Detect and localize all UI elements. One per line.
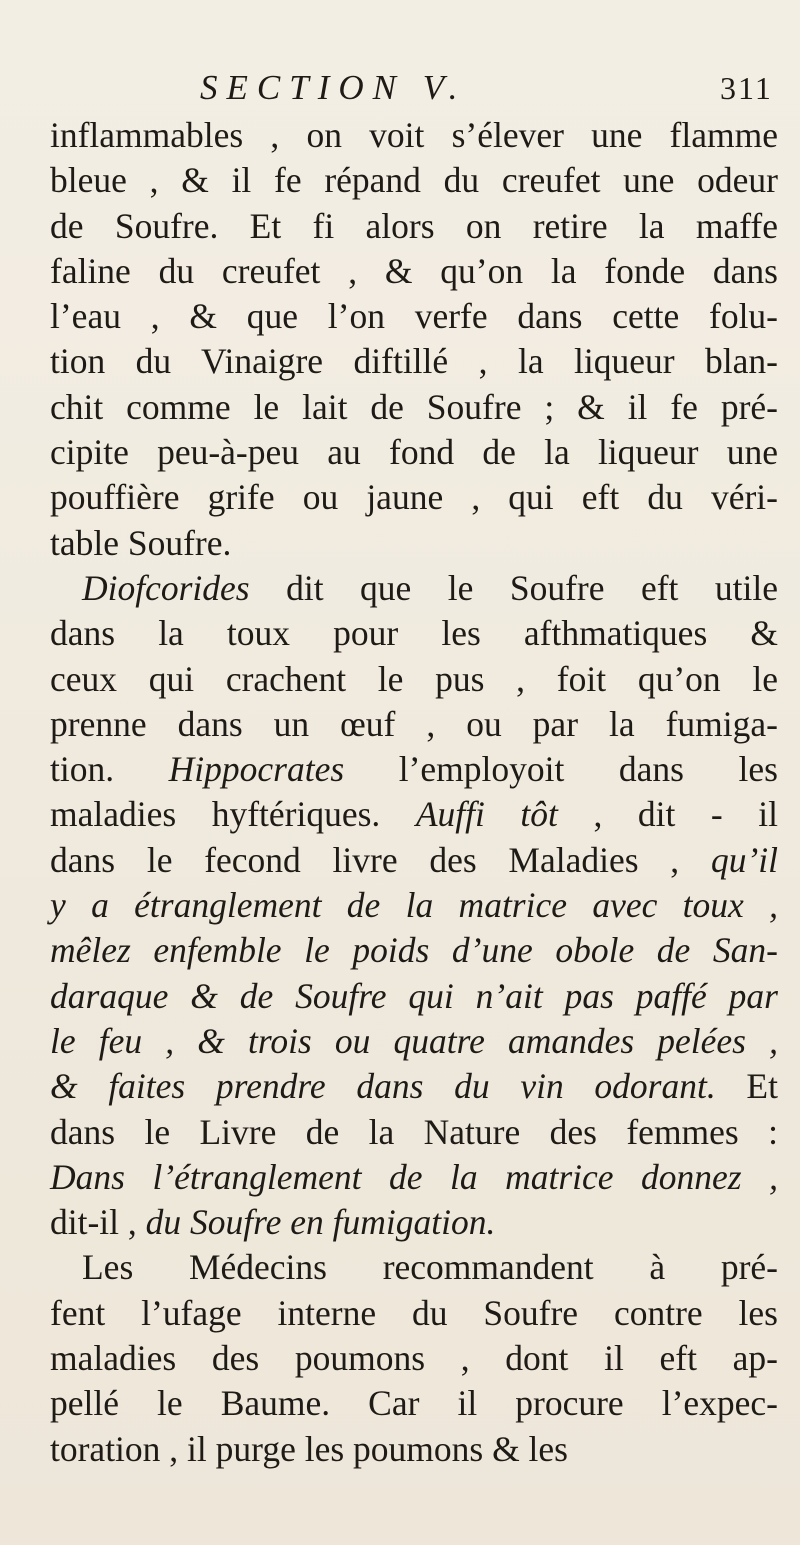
- text-line: [50, 1064, 778, 1109]
- text-run: bleue , & il fe répand du creufet une odeur: [50, 160, 778, 201]
- text-run: prenne dans un œuf , ou par la fumiga-: [50, 703, 778, 744]
- text-line: [50, 1381, 778, 1426]
- text-line: [50, 204, 778, 249]
- italic-text: y a étranglement de la matrice avec toux ,: [50, 885, 778, 926]
- text-run: maladies hyftériques.: [50, 794, 416, 835]
- text-line: [50, 928, 778, 973]
- text-run: , dit - il: [557, 794, 779, 835]
- italic-text: qu’il: [710, 839, 778, 880]
- page-number: 311: [720, 70, 773, 106]
- text-run: dit-il ,: [50, 1202, 146, 1243]
- text-run: inflammables , on voit s’élever une flamme: [50, 115, 778, 155]
- italic-text: Dans l’étranglement de la matrice donnez ,: [50, 1156, 778, 1197]
- text-line: [50, 430, 778, 475]
- text-run: maladies des poumons , dont il eft ap-: [50, 1338, 778, 1379]
- text-line: [50, 475, 778, 520]
- text-line: [50, 657, 778, 702]
- text-line: [50, 249, 778, 294]
- text-run: l’employoit dans les: [344, 749, 778, 790]
- text-run: faline du creufet , & qu’on la fonde dans: [50, 250, 778, 291]
- text-run: Les Médecins recommandent à pré-: [82, 1247, 778, 1288]
- text-line: [50, 1245, 778, 1290]
- text-line: [50, 1019, 778, 1064]
- text-run: fent l’ufage interne du Soufre contre les: [50, 1292, 778, 1333]
- text-run: dans la toux pour les afthmatiques &: [50, 613, 778, 654]
- text-run: l’eau , & que l’on verfe dans cette folu-: [50, 296, 778, 337]
- italic-text: daraque & de Soufre qui n’ait pas paffé par: [50, 975, 778, 1016]
- text-line: [50, 1200, 778, 1245]
- text-line: [50, 1427, 778, 1472]
- text-line: [50, 838, 778, 883]
- text-run: tion du Vinaigre diftillé , la liqueur blan-: [50, 341, 778, 382]
- italic-text: Diofcorides: [82, 567, 250, 608]
- text-line: [50, 566, 778, 611]
- text-line: [50, 339, 778, 384]
- text-line: [50, 1155, 778, 1200]
- italic-text: Auffi tôt: [415, 794, 558, 835]
- text-line: [50, 1110, 778, 1155]
- text-run: chit comme le lait de Soufre ; & il fe pré-: [50, 386, 778, 427]
- text-run: cipite peu-à-peu au fond de la liqueur une: [50, 432, 778, 473]
- text-line: [50, 113, 778, 158]
- text-run: dans le Livre de la Nature des femmes :: [50, 1111, 778, 1152]
- text-run: pellé le Baume. Car il procure l’expec-: [50, 1383, 778, 1424]
- text-run: dit que le Soufre eft utile: [249, 567, 778, 608]
- italic-text: mêlez enfemble le poids d’une obole de San-: [50, 930, 778, 971]
- text-line: [50, 611, 778, 656]
- text-line: [50, 158, 778, 203]
- text-line: [50, 792, 778, 837]
- text-line: [50, 883, 778, 928]
- text-run: de Soufre. Et fi alors on retire la maffe: [50, 205, 778, 246]
- text-run: ceux qui crachent le pus , foit qu’on le: [50, 658, 778, 699]
- text-run: pouffière grife ou jaune , qui eft du véri-: [50, 477, 778, 518]
- italic-text: du Soufre en fumigation.: [145, 1202, 496, 1243]
- text-run: table Soufre.: [50, 522, 232, 563]
- italic-text: Hippocrates: [168, 749, 345, 790]
- text-run: tion.: [50, 749, 169, 790]
- italic-text: le feu , & trois ou quatre amandes pelées ,: [50, 1020, 778, 1061]
- text-line: [50, 747, 778, 792]
- text-line: [50, 385, 778, 430]
- text-line: [50, 521, 778, 566]
- italic-text: & faites prendre dans du vin odorant.: [50, 1066, 716, 1107]
- text-line: [50, 1291, 778, 1336]
- text-line: [50, 702, 778, 747]
- text-line: [50, 294, 778, 339]
- running-head: [0, 68, 800, 112]
- text-run: dans le fecond livre des Maladies ,: [50, 839, 711, 880]
- body-text: [50, 113, 778, 1472]
- text-run: toration , il purge les poumons & les: [50, 1428, 568, 1469]
- text-line: [50, 974, 778, 1019]
- section-title: SECTION V.: [200, 68, 467, 107]
- text-line: [50, 1336, 778, 1381]
- text-run: Et: [715, 1066, 778, 1107]
